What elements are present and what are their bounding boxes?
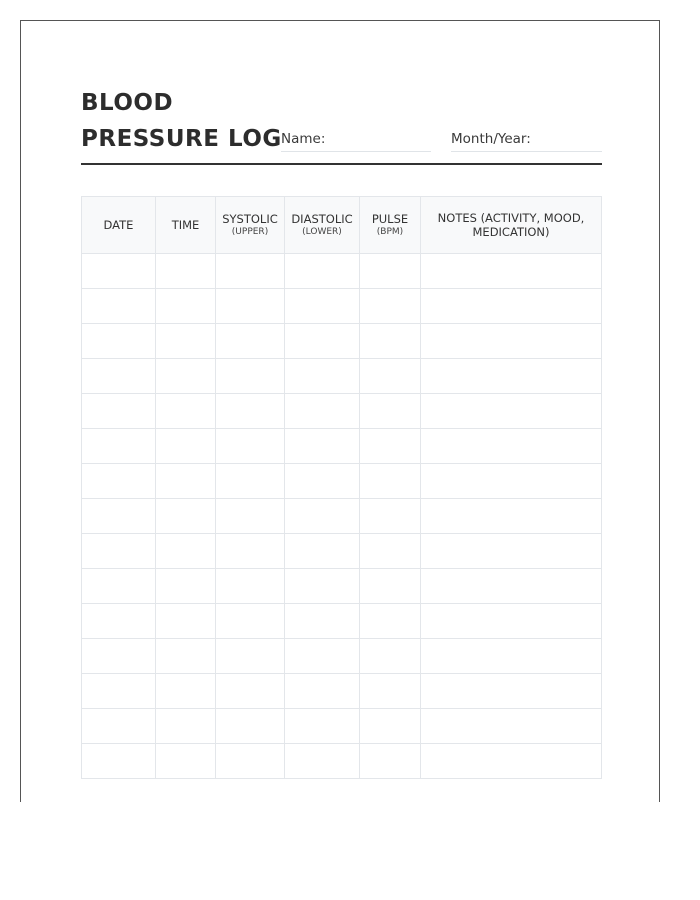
pulse-cell[interactable]	[360, 324, 421, 359]
column-header-label: DIASTOLIC	[291, 212, 353, 226]
log-sheet	[20, 20, 660, 802]
column-header-sublabel: (BPM)	[376, 227, 404, 237]
pulse-cell[interactable]	[360, 569, 421, 604]
name-field[interactable]	[281, 131, 431, 152]
systolic-cell[interactable]	[216, 394, 285, 429]
notes-cell[interactable]	[421, 359, 602, 394]
date-cell[interactable]	[82, 744, 156, 779]
pulse-cell[interactable]	[360, 534, 421, 569]
pulse-cell[interactable]	[360, 674, 421, 709]
pulse-cell[interactable]	[360, 289, 421, 324]
pulse-cell[interactable]	[360, 744, 421, 779]
diastolic-cell[interactable]	[285, 464, 360, 499]
column-header-date	[82, 197, 156, 254]
notes-cell[interactable]	[421, 674, 602, 709]
date-cell[interactable]	[82, 464, 156, 499]
time-cell[interactable]	[156, 254, 216, 289]
table-row	[82, 639, 602, 674]
pulse-cell[interactable]	[360, 639, 421, 674]
time-cell[interactable]	[156, 709, 216, 744]
column-header-diastolic	[285, 197, 360, 254]
date-cell[interactable]	[82, 709, 156, 744]
table-row	[82, 394, 602, 429]
diastolic-cell[interactable]	[285, 569, 360, 604]
column-header-time	[156, 197, 216, 254]
date-cell[interactable]	[82, 569, 156, 604]
table-row	[82, 709, 602, 744]
time-cell[interactable]	[156, 674, 216, 709]
diastolic-cell[interactable]	[285, 744, 360, 779]
column-header-label: DATE	[103, 218, 134, 232]
diastolic-cell[interactable]	[285, 394, 360, 429]
notes-cell[interactable]	[421, 254, 602, 289]
date-cell[interactable]	[82, 429, 156, 464]
diastolic-cell[interactable]	[285, 604, 360, 639]
page-title	[81, 85, 282, 157]
log-table	[81, 196, 602, 779]
date-cell[interactable]	[82, 394, 156, 429]
pulse-cell[interactable]	[360, 359, 421, 394]
time-cell[interactable]	[156, 289, 216, 324]
time-cell[interactable]	[156, 534, 216, 569]
systolic-cell[interactable]	[216, 499, 285, 534]
systolic-cell[interactable]	[216, 744, 285, 779]
pulse-cell[interactable]	[360, 254, 421, 289]
systolic-cell[interactable]	[216, 359, 285, 394]
title-line-1: BLOOD	[81, 90, 174, 116]
pulse-cell[interactable]	[360, 604, 421, 639]
time-cell[interactable]	[156, 639, 216, 674]
date-cell[interactable]	[82, 499, 156, 534]
time-cell[interactable]	[156, 569, 216, 604]
header-divider	[81, 163, 602, 165]
column-header-label: NOTES (ACTIVITY, MOOD, MEDICATION)	[437, 211, 585, 239]
notes-cell[interactable]	[421, 394, 602, 429]
table-row	[82, 289, 602, 324]
pulse-cell[interactable]	[360, 709, 421, 744]
notes-cell[interactable]	[421, 744, 602, 779]
systolic-cell[interactable]	[216, 254, 285, 289]
pulse-cell[interactable]	[360, 464, 421, 499]
time-cell[interactable]	[156, 394, 216, 429]
table-row	[82, 324, 602, 359]
systolic-cell[interactable]	[216, 464, 285, 499]
title-line-2: PRESSURE LOG	[81, 126, 282, 152]
notes-cell[interactable]	[421, 709, 602, 744]
date-cell[interactable]	[82, 639, 156, 674]
table-row	[82, 499, 602, 534]
month-year-field[interactable]	[451, 131, 602, 152]
header-row	[82, 197, 602, 254]
diastolic-cell[interactable]	[285, 534, 360, 569]
time-cell[interactable]	[156, 744, 216, 779]
time-cell[interactable]	[156, 359, 216, 394]
pulse-cell[interactable]	[360, 499, 421, 534]
date-cell[interactable]	[82, 604, 156, 639]
systolic-cell[interactable]	[216, 569, 285, 604]
systolic-cell[interactable]	[216, 604, 285, 639]
systolic-cell[interactable]	[216, 324, 285, 359]
column-header-systolic	[216, 197, 285, 254]
column-header-sublabel: (UPPER)	[231, 227, 269, 237]
table-row	[82, 359, 602, 394]
name-label: Name:	[281, 131, 326, 147]
table-row	[82, 604, 602, 639]
systolic-cell[interactable]	[216, 639, 285, 674]
date-cell[interactable]	[82, 674, 156, 709]
pulse-cell[interactable]	[360, 394, 421, 429]
month-year-label: Month/Year:	[451, 131, 531, 147]
time-cell[interactable]	[156, 324, 216, 359]
notes-cell[interactable]	[421, 464, 602, 499]
systolic-cell[interactable]	[216, 429, 285, 464]
diastolic-cell[interactable]	[285, 359, 360, 394]
diastolic-cell[interactable]	[285, 324, 360, 359]
diastolic-cell[interactable]	[285, 289, 360, 324]
table-row	[82, 464, 602, 499]
notes-cell[interactable]	[421, 324, 602, 359]
diastolic-cell[interactable]	[285, 254, 360, 289]
pulse-cell[interactable]	[360, 429, 421, 464]
time-cell[interactable]	[156, 499, 216, 534]
diastolic-cell[interactable]	[285, 674, 360, 709]
column-header-label: PULSE	[371, 212, 409, 226]
table-row	[82, 674, 602, 709]
table-row	[82, 534, 602, 569]
column-header-label: TIME	[171, 218, 200, 232]
systolic-cell[interactable]	[216, 674, 285, 709]
time-cell[interactable]	[156, 604, 216, 639]
column-header-notes	[421, 197, 602, 254]
table-row	[82, 569, 602, 604]
date-cell[interactable]	[82, 534, 156, 569]
diastolic-cell[interactable]	[285, 429, 360, 464]
table-row	[82, 429, 602, 464]
time-cell[interactable]	[156, 464, 216, 499]
notes-cell[interactable]	[421, 289, 602, 324]
column-header-sublabel: (LOWER)	[302, 227, 342, 237]
date-cell[interactable]	[82, 289, 156, 324]
column-header-label: SYSTOLIC	[222, 212, 278, 226]
date-cell[interactable]	[82, 359, 156, 394]
notes-cell[interactable]	[421, 569, 602, 604]
notes-cell[interactable]	[421, 604, 602, 639]
systolic-cell[interactable]	[216, 534, 285, 569]
notes-cell[interactable]	[421, 429, 602, 464]
systolic-cell[interactable]	[216, 709, 285, 744]
table-row	[82, 254, 602, 289]
diastolic-cell[interactable]	[285, 639, 360, 674]
notes-cell[interactable]	[421, 639, 602, 674]
systolic-cell[interactable]	[216, 289, 285, 324]
diastolic-cell[interactable]	[285, 499, 360, 534]
notes-cell[interactable]	[421, 499, 602, 534]
time-cell[interactable]	[156, 429, 216, 464]
diastolic-cell[interactable]	[285, 709, 360, 744]
notes-cell[interactable]	[421, 534, 602, 569]
date-cell[interactable]	[82, 324, 156, 359]
date-cell[interactable]	[82, 254, 156, 289]
log-table-body	[82, 254, 602, 779]
column-header-pulse	[360, 197, 421, 254]
table-row	[82, 744, 602, 779]
